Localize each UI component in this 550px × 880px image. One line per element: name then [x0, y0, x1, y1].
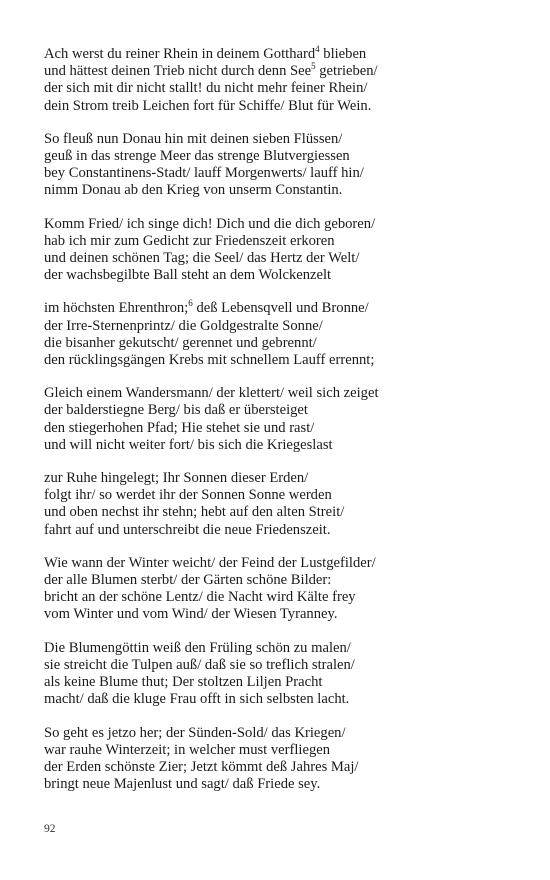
verse-line: [44, 487, 514, 504]
verse-text: dein Strom treib Leichen fort für Schiffe/ Blut für Wein.: [44, 97, 372, 114]
verse-text: So fleuß nun Donau hin mit deinen sieben Flüssen/: [44, 130, 343, 147]
verse-line: [44, 437, 514, 454]
verse-line: [44, 420, 514, 437]
verse-line: [44, 725, 514, 742]
stanza: [44, 640, 514, 709]
verse-line: [44, 165, 514, 182]
poem-body: [44, 46, 514, 809]
verse-text: Die Blumengöttin weiß den Früling schön zu malen/: [44, 639, 351, 656]
verse-text: nimm Donau ab den Krieg von unserm Constantin.: [44, 182, 343, 199]
verse-line: [44, 759, 514, 776]
verse-line: [44, 572, 514, 589]
verse-text: Ach werst du reiner Rhein in deinem Gotthard: [44, 46, 316, 62]
verse-text: zur Ruhe hingelegt; Ihr Sonnen dieser Erden/: [44, 470, 309, 487]
verse-line: [44, 148, 514, 165]
stanza: [44, 725, 514, 794]
stanza: [44, 300, 514, 369]
verse-text: und deinen schönen Tag; die Seel/ das Hertz der Welt/: [44, 250, 360, 267]
verse-text: folgt ihr/ so werdet ihr der Sonnen Sonne werden: [44, 487, 332, 504]
verse-text: macht/ daß die kluge Frau offt in sich selbsten lacht.: [44, 691, 350, 708]
verse-line: [44, 657, 514, 674]
verse-text: bringt neue Majenlust und sagt/ daß Friede sey.: [44, 776, 321, 793]
verse-text: getrieben/: [315, 63, 378, 80]
stanza: [44, 385, 514, 454]
verse-line: [44, 522, 514, 539]
verse-line: [44, 300, 514, 317]
verse-text: blieben: [319, 46, 367, 62]
verse-line: [44, 555, 514, 572]
verse-text: den stiegerhohen Pfad; Hie stehet sie und rast/: [44, 419, 315, 436]
footnote-marker: 6: [188, 298, 193, 309]
verse-text: bey Constantinens-Stadt/ lauff Morgenwerts/ lauff hin/: [44, 165, 364, 182]
verse-line: [44, 589, 514, 606]
verse-line: [44, 250, 514, 267]
verse-line: [44, 402, 514, 419]
stanza: [44, 470, 514, 539]
verse-text: der alle Blumen sterbt/ der Gärten schöne Bilder:: [44, 572, 332, 589]
verse-text: der Irre-Sternenprintz/ die Goldgestralte Sonne/: [44, 317, 323, 334]
verse-text: geuß in das strenge Meer das strenge Blutvergiessen: [44, 148, 350, 165]
verse-text: vom Winter und vom Wind/ der Wiesen Tyranney.: [44, 606, 338, 623]
verse-line: [44, 98, 514, 115]
verse-text: im höchsten Ehrenthron;: [44, 300, 189, 317]
verse-text: fahrt auf und unterschreibt die neue Friedenszeit.: [44, 521, 331, 538]
verse-text: So geht es jetzo her; der Sünden-Sold/ das Kriegen/: [44, 724, 346, 741]
verse-text: der balderstiegne Berg/ bis daß er übersteiget: [44, 402, 308, 419]
verse-text: der Erden schönste Zier; Jetzt kömmt deß Jahres Maj/: [44, 758, 359, 775]
stanza: [44, 131, 514, 200]
verse-line: [44, 131, 514, 148]
verse-line: [44, 46, 514, 63]
verse-text: und will nicht weiter fort/ bis sich die Kriegeslast: [44, 436, 333, 453]
verse-text: der wachsbegilbte Ball steht an dem Wolckenzelt: [44, 267, 332, 284]
verse-text: und oben nechst ihr stehn; hebt auf den alten Streit/: [44, 504, 345, 521]
stanza: [44, 216, 514, 285]
verse-line: [44, 216, 514, 233]
verse-text: Wie wann der Winter weicht/ der Feind der Lustgefilder/: [44, 554, 376, 571]
verse-text: sie streicht die Tulpen auß/ daß sie so treflich stralen/: [44, 656, 355, 673]
verse-text: der sich mit dir nicht stallt! du nicht mehr feiner Rhein/: [44, 80, 368, 97]
verse-line: [44, 318, 514, 335]
verse-text: die bisanher gekutscht/ gerennet und gebrennt/: [44, 334, 317, 351]
verse-line: [44, 182, 514, 199]
verse-text: deß Lebensqvell und Bronne/: [192, 300, 369, 317]
verse-text: hab ich mir zum Gedicht zur Friedenszeit erkoren: [44, 232, 335, 249]
verse-line: [44, 80, 514, 97]
verse-line: [44, 691, 514, 708]
verse-line: [44, 742, 514, 759]
verse-text: und hättest deinen Trieb nicht durch denn See: [44, 63, 312, 80]
verse-line: [44, 606, 514, 623]
verse-text: bricht an der schöne Lentz/ die Nacht wird Kälte frey: [44, 589, 356, 606]
verse-text: Komm Fried/ ich singe dich! Dich und die dich geboren/: [44, 215, 376, 232]
footnote-marker: 4: [315, 44, 320, 55]
verse-line: [44, 504, 514, 521]
footnote-marker: 5: [311, 61, 316, 72]
verse-text: als keine Blume thut; Der stoltzen Liljen Pracht: [44, 674, 323, 691]
verse-text: Gleich einem Wandersmann/ der klettert/ weil sich zeiget: [44, 385, 379, 402]
stanza: [44, 555, 514, 624]
verse-line: [44, 233, 514, 250]
verse-line: [44, 352, 514, 369]
verse-line: [44, 385, 514, 402]
verse-line: [44, 267, 514, 284]
verse-text: den rücklingsgängen Krebs mit schnellem Lauff errennt;: [44, 352, 375, 369]
verse-line: [44, 674, 514, 691]
verse-line: [44, 640, 514, 657]
verse-line: [44, 470, 514, 487]
verse-text: war rauhe Winterzeit; in welcher must verfliegen: [44, 741, 331, 758]
stanza: [44, 46, 514, 115]
page-number: 92: [44, 823, 56, 835]
verse-line: [44, 63, 514, 80]
verse-line: [44, 776, 514, 793]
verse-line: [44, 335, 514, 352]
